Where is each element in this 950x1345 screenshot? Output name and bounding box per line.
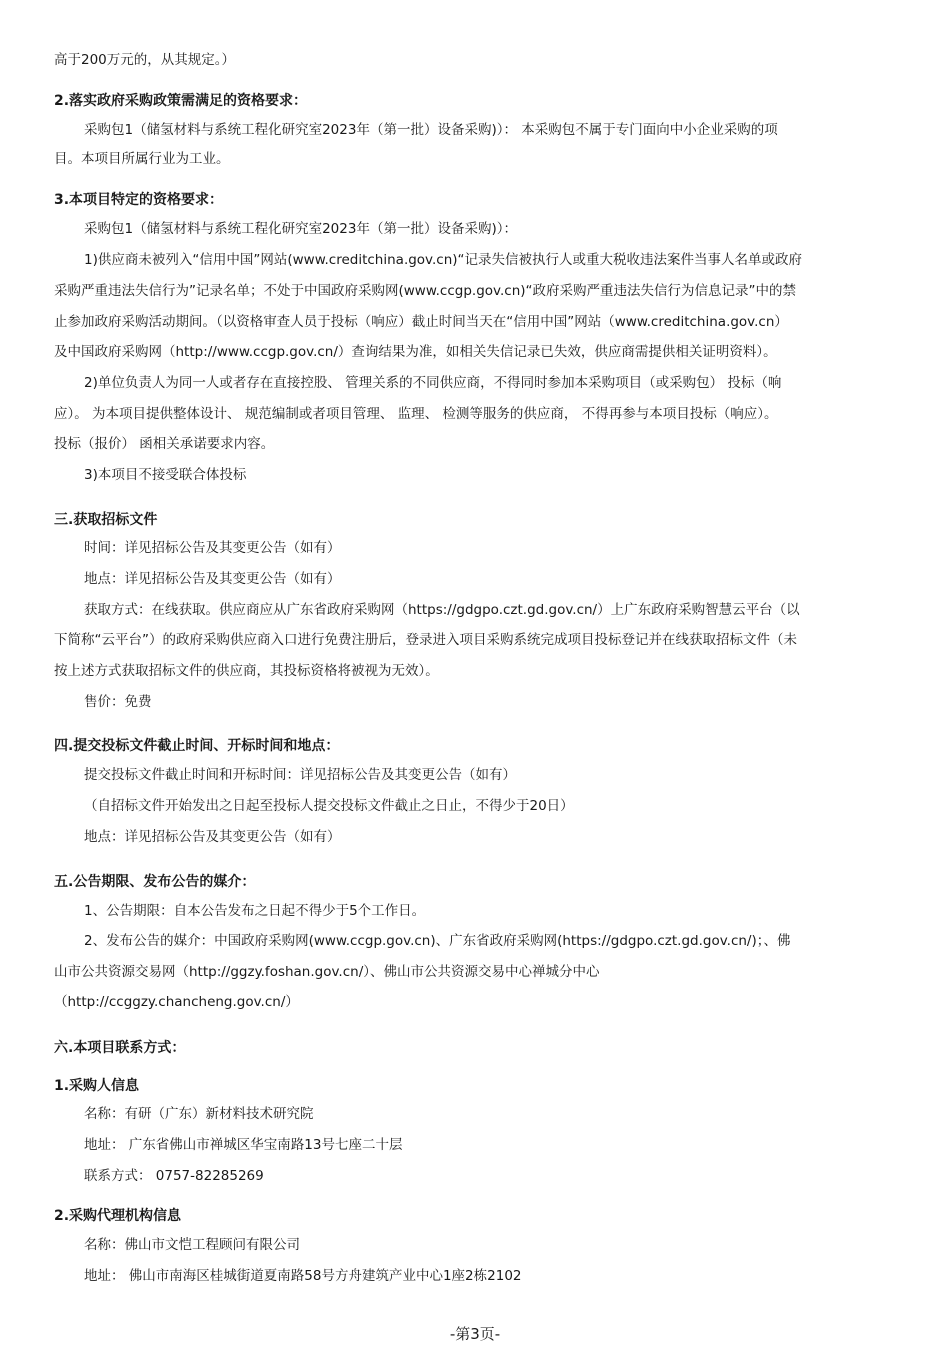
text-line: 3)本项目不接受联合体投标	[84, 467, 247, 483]
text-line: 采购包1（储氢材料与系统工程化研究室2023年（第一批）设备采购)）： 本采购包不属于专门面向中小企业采购的项	[84, 122, 778, 138]
text-line: 获取方式：在线获取。供应商应从广东省政府采购网（https://gdgpo.czt.gd.gov.cn/）上广东政府采购智慧云平台（以	[84, 602, 800, 618]
text-line: 止参加政府采购活动期间。（以资格审查人员于投标（响应）截止时间当天在“信用中国”网站（www.creditchina.gov.cn）	[54, 314, 788, 330]
text-line: 投标（报价） 函相关承诺要求内容。	[54, 436, 275, 452]
section-heading: 四.提交投标文件截止时间、开标时间和地点：	[54, 738, 340, 754]
text-line: 提交投标文件截止时间和开标时间：详见招标公告及其变更公告（如有）	[84, 767, 516, 783]
text-line: （http://ccggzy.chancheng.gov.cn/）	[54, 994, 299, 1010]
text-line: 售价：免费	[84, 694, 152, 710]
text-line: 地址： 广东省佛山市禅城区华宝南路13号七座二十层	[84, 1137, 403, 1153]
text-line: 地址： 佛山市南海区桂城街道夏南路58号方舟建筑产业中心1座2栋2102	[84, 1268, 522, 1284]
text-line: 采购包1（储氢材料与系统工程化研究室2023年（第一批）设备采购)）：	[84, 221, 517, 237]
text-line: 按上述方式获取招标文件的供应商，其投标资格将被视为无效）。	[54, 663, 439, 679]
text-line: 地点：详见招标公告及其变更公告（如有）	[84, 571, 341, 587]
text-line: 采购严重违法失信行为”记录名单；不处于中国政府采购网(www.ccgp.gov.cn)“政府采购严重违法失信行为信息记录”中的禁	[54, 283, 797, 299]
text-line: 2、发布公告的媒介：中国政府采购网(www.ccgp.gov.cn)、广东省政府采购网(https://gdgpo.czt.gd.gov.cn/)；、佛	[84, 933, 791, 949]
text-line: 地点：详见招标公告及其变更公告（如有）	[84, 829, 341, 845]
text-line: 山市公共资源交易网（http://ggzy.foshan.gov.cn/）、佛山市公共资源交易中心禅城分中心	[54, 964, 600, 980]
text-line: 1、公告期限：自本公告发布之日起不得少于5个工作日。	[84, 903, 426, 919]
text-line: 时间：详见招标公告及其变更公告（如有）	[84, 540, 341, 556]
page-number: -第3页-	[449, 1325, 501, 1343]
section-heading: 3.本项目特定的资格要求：	[54, 192, 224, 208]
text-line: 名称：佛山市文恺工程顾问有限公司	[84, 1237, 300, 1253]
text-line: 联系方式： 0757-82285269	[84, 1168, 264, 1184]
text-line: （自招标文件开始发出之日起至投标人提交投标文件截止之日止，不得少于20日）	[84, 798, 574, 814]
section-heading: 三.获取招标文件	[54, 512, 158, 528]
text-line: 1)供应商未被列入“信用中国”网站(www.creditchina.gov.cn)“记录失信被执行人或重大税收违法案件当事人名单或政府	[84, 252, 803, 268]
section-heading: 2.落实政府采购政策需满足的资格要求：	[54, 93, 308, 109]
section-heading: 1.采购人信息	[54, 1078, 140, 1094]
section-heading: 2.采购代理机构信息	[54, 1208, 182, 1224]
text-line: 名称：有研（广东）新材料技术研究院	[84, 1106, 314, 1122]
text-line: 下简称“云平台”）的政府采购供应商入口进行免费注册后，登录进入项目采购系统完成项目投标登记并在线获取招标文件（未	[54, 632, 797, 648]
text-line: 目。本项目所属行业为工业。	[54, 151, 230, 167]
text-line: 2)单位负责人为同一人或者存在直接控股、 管理关系的不同供应商，不得同时参加本采购项目（或采购包） 投标（响	[84, 375, 782, 391]
text-line: 及中国政府采购网（http://www.ccgp.gov.cn/）查询结果为准，如相关失信记录已失效，供应商需提供相关证明资料）。	[54, 344, 777, 360]
text-line: 高于200万元的，从其规定。）	[54, 52, 236, 68]
text-line: 应）。 为本项目提供整体设计、 规范编制或者项目管理、 监理、 检测等服务的供应商， 不得再参与本项目投标（响应）。	[54, 406, 778, 422]
section-heading: 六.本项目联系方式：	[54, 1040, 186, 1056]
section-heading: 五.公告期限、发布公告的媒介：	[54, 874, 256, 890]
